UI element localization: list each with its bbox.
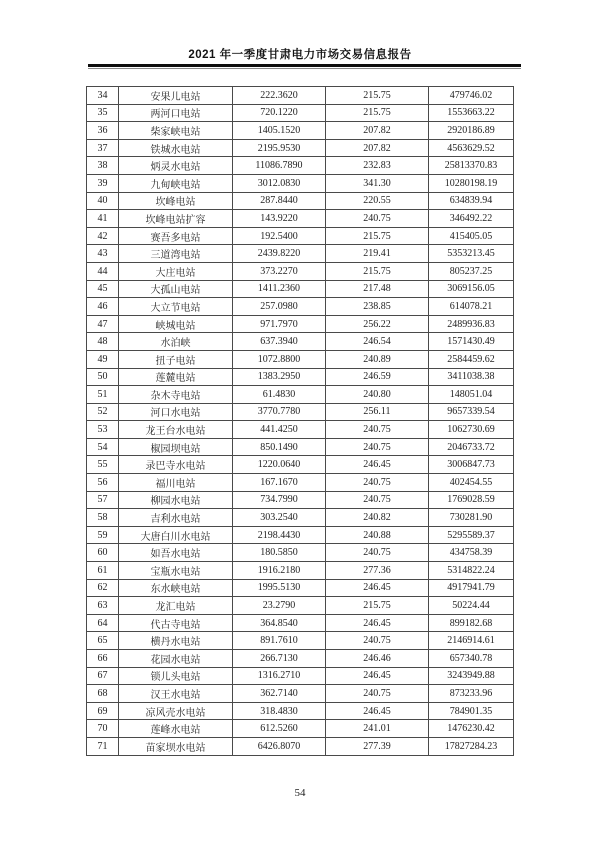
cell-v3: 873233.96 xyxy=(429,685,514,703)
cell-no: 66 xyxy=(87,650,119,668)
table-row xyxy=(87,632,514,650)
cell-v2: 240.75 xyxy=(326,544,429,562)
cell-no: 39 xyxy=(87,174,119,192)
cell-v2: 246.54 xyxy=(326,333,429,351)
cell-name: 苗家坝水电站 xyxy=(119,737,233,755)
cell-v1: 850.1490 xyxy=(233,438,326,456)
cell-v1: 222.3620 xyxy=(233,87,326,105)
cell-v3: 657340.78 xyxy=(429,650,514,668)
cell-v2: 246.45 xyxy=(326,614,429,632)
cell-name: 三道湾电站 xyxy=(119,245,233,263)
cell-v3: 2489936.83 xyxy=(429,315,514,333)
report-header-title: 2021 年一季度甘肃电力市场交易信息报告 xyxy=(188,49,412,61)
cell-name: 水泊峡 xyxy=(119,333,233,351)
cell-no: 54 xyxy=(87,438,119,456)
table-row xyxy=(87,192,514,210)
cell-v2: 246.59 xyxy=(326,368,429,386)
cell-name: 椒园坝电站 xyxy=(119,438,233,456)
cell-name: 坎峰电站扩容 xyxy=(119,210,233,228)
table-row xyxy=(87,368,514,386)
cell-name: 莲峰水电站 xyxy=(119,720,233,738)
table-body xyxy=(87,87,514,756)
table-row xyxy=(87,122,514,140)
cell-v3: 50224.44 xyxy=(429,597,514,615)
cell-name: 龙王台水电站 xyxy=(119,421,233,439)
cell-v3: 17827284.23 xyxy=(429,737,514,755)
cell-v2: 341.30 xyxy=(326,174,429,192)
cell-no: 52 xyxy=(87,403,119,421)
cell-v3: 2584459.62 xyxy=(429,350,514,368)
cell-name: 大立节电站 xyxy=(119,298,233,316)
cell-v2: 240.89 xyxy=(326,350,429,368)
cell-v1: 971.7970 xyxy=(233,315,326,333)
cell-v3: 805237.25 xyxy=(429,262,514,280)
cell-v2: 277.36 xyxy=(326,562,429,580)
cell-v3: 634839.94 xyxy=(429,192,514,210)
cell-name: 代古寺电站 xyxy=(119,614,233,632)
cell-no: 60 xyxy=(87,544,119,562)
cell-v2: 246.45 xyxy=(326,579,429,597)
table-row xyxy=(87,227,514,245)
cell-v1: 1916.2180 xyxy=(233,562,326,580)
table-row xyxy=(87,157,514,175)
cell-name: 横丹水电站 xyxy=(119,632,233,650)
cell-v3: 5295589.37 xyxy=(429,526,514,544)
cell-name: 凉风壳水电站 xyxy=(119,702,233,720)
cell-v2: 246.45 xyxy=(326,702,429,720)
cell-v1: 3770.7780 xyxy=(233,403,326,421)
table-row xyxy=(87,87,514,105)
cell-name: 宝瓶水电站 xyxy=(119,562,233,580)
cell-no: 58 xyxy=(87,509,119,527)
cell-v1: 891.7610 xyxy=(233,632,326,650)
cell-v1: 373.2270 xyxy=(233,262,326,280)
table-row xyxy=(87,597,514,615)
cell-v1: 2439.8220 xyxy=(233,245,326,263)
cell-v2: 240.75 xyxy=(326,421,429,439)
cell-v1: 364.8540 xyxy=(233,614,326,632)
cell-v1: 287.8440 xyxy=(233,192,326,210)
cell-v3: 148051.04 xyxy=(429,386,514,404)
table-row xyxy=(87,104,514,122)
page-number: 54 xyxy=(294,787,306,799)
table-row xyxy=(87,438,514,456)
cell-v2: 207.82 xyxy=(326,122,429,140)
cell-name: 东水峡电站 xyxy=(119,579,233,597)
cell-no: 71 xyxy=(87,737,119,755)
cell-v1: 612.5260 xyxy=(233,720,326,738)
cell-v1: 734.7990 xyxy=(233,491,326,509)
table-row xyxy=(87,350,514,368)
cell-no: 49 xyxy=(87,350,119,368)
table-row xyxy=(87,702,514,720)
cell-name: 柳园水电站 xyxy=(119,491,233,509)
cell-name: 大孤山电站 xyxy=(119,280,233,298)
cell-name: 花园水电站 xyxy=(119,650,233,668)
cell-v2: 215.75 xyxy=(326,104,429,122)
cell-v3: 3006847.73 xyxy=(429,456,514,474)
cell-v3: 402454.55 xyxy=(429,474,514,492)
cell-v3: 479746.02 xyxy=(429,87,514,105)
cell-no: 50 xyxy=(87,368,119,386)
cell-v3: 9657339.54 xyxy=(429,403,514,421)
cell-no: 68 xyxy=(87,685,119,703)
header-divider-rule xyxy=(88,64,521,69)
cell-v2: 240.75 xyxy=(326,632,429,650)
cell-no: 48 xyxy=(87,333,119,351)
cell-v1: 1316.2710 xyxy=(233,667,326,685)
cell-no: 43 xyxy=(87,245,119,263)
cell-v2: 240.80 xyxy=(326,386,429,404)
cell-v3: 25813370.83 xyxy=(429,157,514,175)
cell-no: 35 xyxy=(87,104,119,122)
table-row xyxy=(87,614,514,632)
table-row xyxy=(87,562,514,580)
cell-name: 锁儿头电站 xyxy=(119,667,233,685)
cell-v2: 220.55 xyxy=(326,192,429,210)
cell-no: 69 xyxy=(87,702,119,720)
table-row xyxy=(87,210,514,228)
cell-v1: 6426.8070 xyxy=(233,737,326,755)
cell-v2: 219.41 xyxy=(326,245,429,263)
cell-v2: 241.01 xyxy=(326,720,429,738)
cell-v2: 277.39 xyxy=(326,737,429,755)
table-row xyxy=(87,544,514,562)
cell-v3: 1062730.69 xyxy=(429,421,514,439)
cell-v1: 1220.0640 xyxy=(233,456,326,474)
cell-v2: 215.75 xyxy=(326,597,429,615)
cell-name: 安果儿电站 xyxy=(119,87,233,105)
cell-v1: 192.5400 xyxy=(233,227,326,245)
cell-name: 炳灵水电站 xyxy=(119,157,233,175)
cell-v2: 232.83 xyxy=(326,157,429,175)
cell-no: 44 xyxy=(87,262,119,280)
table-row xyxy=(87,720,514,738)
cell-v1: 637.3940 xyxy=(233,333,326,351)
cell-v3: 5353213.45 xyxy=(429,245,514,263)
cell-no: 67 xyxy=(87,667,119,685)
cell-no: 36 xyxy=(87,122,119,140)
cell-v3: 4563629.52 xyxy=(429,139,514,157)
cell-name: 龙汇电站 xyxy=(119,597,233,615)
cell-no: 63 xyxy=(87,597,119,615)
table-row xyxy=(87,491,514,509)
cell-no: 65 xyxy=(87,632,119,650)
cell-no: 34 xyxy=(87,87,119,105)
table-row xyxy=(87,737,514,755)
cell-name: 赛吾多电站 xyxy=(119,227,233,245)
cell-v2: 240.82 xyxy=(326,509,429,527)
cell-name: 河口水电站 xyxy=(119,403,233,421)
cell-v3: 2920186.89 xyxy=(429,122,514,140)
cell-name: 吉利水电站 xyxy=(119,509,233,527)
cell-v2: 238.85 xyxy=(326,298,429,316)
cell-no: 56 xyxy=(87,474,119,492)
cell-v3: 415405.05 xyxy=(429,227,514,245)
table-row xyxy=(87,174,514,192)
cell-no: 38 xyxy=(87,157,119,175)
cell-v2: 246.45 xyxy=(326,456,429,474)
table-row xyxy=(87,403,514,421)
cell-v1: 1995.5130 xyxy=(233,579,326,597)
cell-v1: 303.2540 xyxy=(233,509,326,527)
cell-v1: 11086.7890 xyxy=(233,157,326,175)
cell-no: 62 xyxy=(87,579,119,597)
cell-no: 41 xyxy=(87,210,119,228)
table-row xyxy=(87,139,514,157)
cell-v3: 10280198.19 xyxy=(429,174,514,192)
cell-v3: 3243949.88 xyxy=(429,667,514,685)
cell-v1: 1411.2360 xyxy=(233,280,326,298)
cell-v1: 23.2790 xyxy=(233,597,326,615)
cell-name: 柴家峡电站 xyxy=(119,122,233,140)
cell-no: 47 xyxy=(87,315,119,333)
table-row xyxy=(87,421,514,439)
cell-name: 大唐白川水电站 xyxy=(119,526,233,544)
cell-v3: 5314822.24 xyxy=(429,562,514,580)
cell-v1: 1072.8800 xyxy=(233,350,326,368)
cell-v1: 143.9220 xyxy=(233,210,326,228)
cell-no: 53 xyxy=(87,421,119,439)
cell-v2: 215.75 xyxy=(326,227,429,245)
cell-v2: 240.75 xyxy=(326,438,429,456)
cell-no: 46 xyxy=(87,298,119,316)
cell-v1: 61.4830 xyxy=(233,386,326,404)
table-row xyxy=(87,650,514,668)
cell-name: 峡城电站 xyxy=(119,315,233,333)
cell-no: 70 xyxy=(87,720,119,738)
cell-v3: 730281.90 xyxy=(429,509,514,527)
cell-v1: 180.5850 xyxy=(233,544,326,562)
table-row xyxy=(87,456,514,474)
cell-v1: 1405.1520 xyxy=(233,122,326,140)
cell-no: 61 xyxy=(87,562,119,580)
cell-v2: 217.48 xyxy=(326,280,429,298)
cell-name: 福川电站 xyxy=(119,474,233,492)
cell-name: 如吾水电站 xyxy=(119,544,233,562)
cell-v3: 3069156.05 xyxy=(429,280,514,298)
cell-no: 59 xyxy=(87,526,119,544)
cell-v1: 720.1220 xyxy=(233,104,326,122)
cell-name: 莲麓电站 xyxy=(119,368,233,386)
table-row xyxy=(87,667,514,685)
cell-v1: 1383.2950 xyxy=(233,368,326,386)
cell-no: 64 xyxy=(87,614,119,632)
cell-name: 杂木寺电站 xyxy=(119,386,233,404)
cell-no: 51 xyxy=(87,386,119,404)
cell-v1: 266.7130 xyxy=(233,650,326,668)
cell-v2: 240.75 xyxy=(326,491,429,509)
cell-v3: 1769028.59 xyxy=(429,491,514,509)
cell-v3: 784901.35 xyxy=(429,702,514,720)
cell-v1: 441.4250 xyxy=(233,421,326,439)
cell-v3: 346492.22 xyxy=(429,210,514,228)
table-row xyxy=(87,333,514,351)
cell-v2: 215.75 xyxy=(326,262,429,280)
cell-v3: 2046733.72 xyxy=(429,438,514,456)
table-row xyxy=(87,474,514,492)
cell-no: 57 xyxy=(87,491,119,509)
cell-name: 坎峰电站 xyxy=(119,192,233,210)
cell-name: 扭子电站 xyxy=(119,350,233,368)
cell-v3: 3411038.38 xyxy=(429,368,514,386)
cell-v2: 215.75 xyxy=(326,87,429,105)
cell-v3: 1476230.42 xyxy=(429,720,514,738)
cell-no: 40 xyxy=(87,192,119,210)
cell-v2: 246.46 xyxy=(326,650,429,668)
cell-v1: 2198.4430 xyxy=(233,526,326,544)
cell-v3: 614078.21 xyxy=(429,298,514,316)
cell-v2: 246.45 xyxy=(326,667,429,685)
cell-v2: 256.11 xyxy=(326,403,429,421)
power-station-table xyxy=(86,86,514,756)
table-row xyxy=(87,509,514,527)
cell-v2: 207.82 xyxy=(326,139,429,157)
cell-name: 两河口电站 xyxy=(119,104,233,122)
cell-v3: 434758.39 xyxy=(429,544,514,562)
cell-v2: 240.75 xyxy=(326,210,429,228)
cell-v3: 1571430.49 xyxy=(429,333,514,351)
cell-v3: 1553663.22 xyxy=(429,104,514,122)
cell-v2: 256.22 xyxy=(326,315,429,333)
table-row xyxy=(87,262,514,280)
cell-name: 录巴寺水电站 xyxy=(119,456,233,474)
cell-v2: 240.88 xyxy=(326,526,429,544)
table-row xyxy=(87,245,514,263)
cell-no: 42 xyxy=(87,227,119,245)
cell-no: 55 xyxy=(87,456,119,474)
cell-v1: 318.4830 xyxy=(233,702,326,720)
cell-v2: 240.75 xyxy=(326,685,429,703)
table-row xyxy=(87,280,514,298)
cell-no: 37 xyxy=(87,139,119,157)
cell-v1: 167.1670 xyxy=(233,474,326,492)
table-row xyxy=(87,298,514,316)
cell-v1: 2195.9530 xyxy=(233,139,326,157)
cell-v3: 899182.68 xyxy=(429,614,514,632)
table-row xyxy=(87,685,514,703)
cell-v1: 257.0980 xyxy=(233,298,326,316)
cell-name: 大庄电站 xyxy=(119,262,233,280)
table-row xyxy=(87,315,514,333)
table-row xyxy=(87,386,514,404)
cell-name: 汉王水电站 xyxy=(119,685,233,703)
cell-name: 九甸峡电站 xyxy=(119,174,233,192)
cell-name: 铁城水电站 xyxy=(119,139,233,157)
table-row xyxy=(87,579,514,597)
cell-v1: 3012.0830 xyxy=(233,174,326,192)
cell-v3: 4917941.79 xyxy=(429,579,514,597)
cell-no: 45 xyxy=(87,280,119,298)
cell-v2: 240.75 xyxy=(326,474,429,492)
cell-v1: 362.7140 xyxy=(233,685,326,703)
table-row xyxy=(87,526,514,544)
cell-v3: 2146914.61 xyxy=(429,632,514,650)
